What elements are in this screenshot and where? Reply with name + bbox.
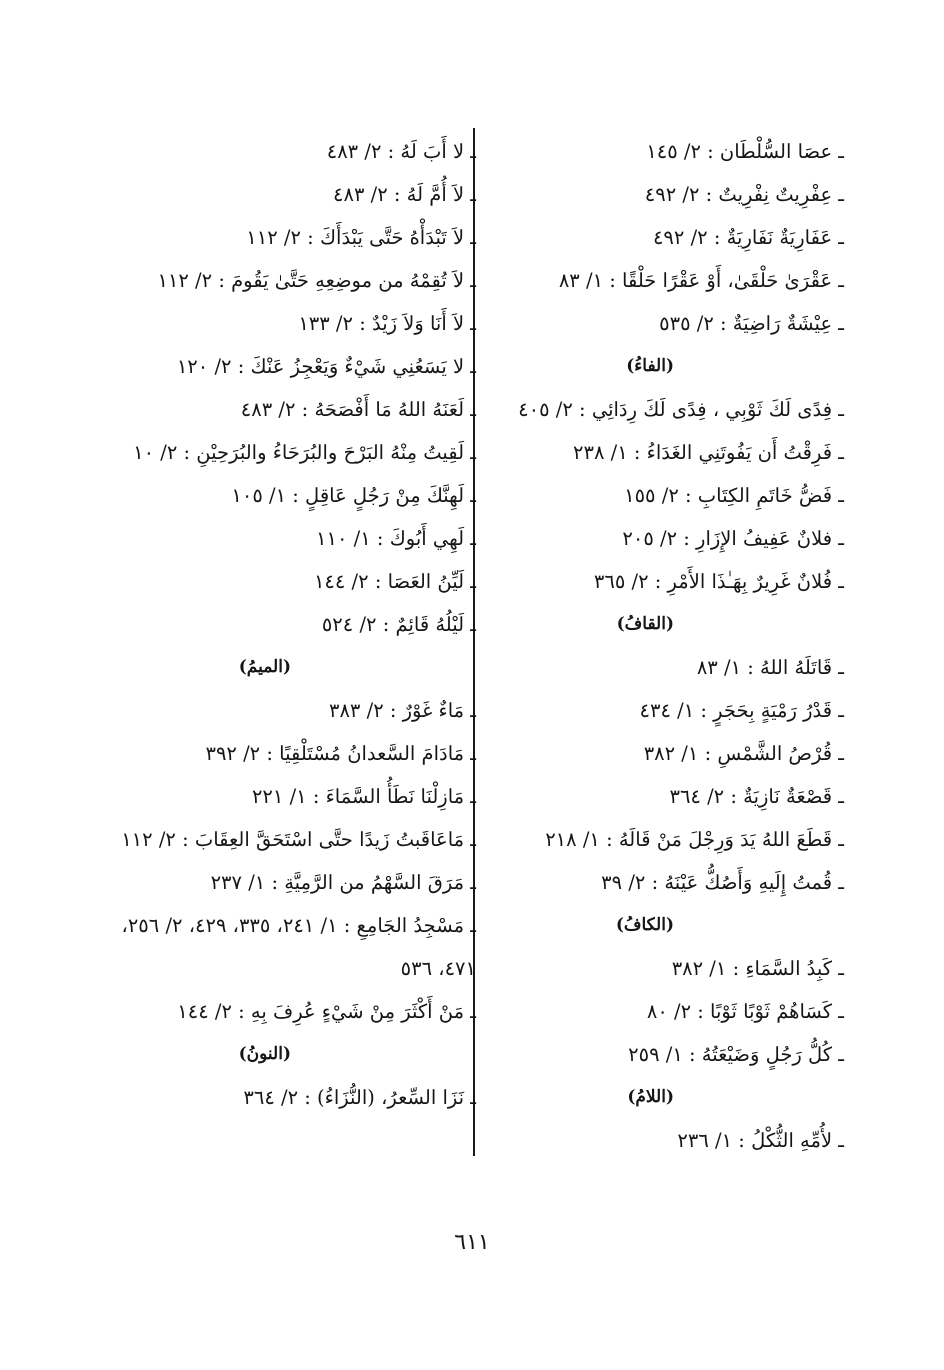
index-entry: ـ لَيِّنُ العَصَا : ٢/ ١٤٤ (313, 570, 476, 593)
index-entry: ـ لأُمِّهِ الثُّكْلُ : ١/ ٢٣٦ (677, 1129, 844, 1152)
index-entry: ـ نَزَا السِّعرُ، (النُّزَاءُ) : ٢/ ٣٦٤ (243, 1086, 476, 1109)
section-heading: (اللامُ) (627, 1087, 674, 1107)
index-entry: ـ فِدًى لَكَ ثَوْبِي ، فِدًى لَكَ رِدَائِي : ٢/ ٤٠٥ (518, 398, 844, 421)
index-entry: ـ مَنْ أَكْثَرَ مِنْ شَيْءٍ عُرِفَ بِهِ : ٢/ ١٤٤ (177, 1000, 476, 1023)
index-entry: ـ كَبِدُ السَّمَاءِ : ١/ ٣٨٢ (671, 957, 844, 980)
index-entry: ـ قَدْرُ رَمْيَةٍ بِحَجَرٍ : ١/ ٤٣٤ (639, 699, 844, 722)
index-entry: ـ قُمتُ إِلَيهِ وَأَصُكُّ عَيْنَهُ : ٢/ ٣٩ (601, 871, 844, 894)
section-heading: (الميمُ) (238, 657, 291, 677)
section-heading: (الفاءُ) (626, 356, 674, 376)
index-entry: ـ مَاءٌ غَوْرٌ : ٢/ ٣٨٣ (328, 699, 476, 722)
index-entry: ـ قَاتَلَهُ اللهُ : ١/ ٨٣ (696, 656, 844, 679)
index-column-right (488, 130, 844, 1162)
index-entry: ـ مَاعَاقَبتُ زَيدًا حتَّى اسْتَحَقَّ العِقَابَ : ٢/ ١١٢ (121, 828, 476, 851)
index-entry: ـ عَقْرَىٰ حَلْقَىٰ، أَوْ عَقْرًا حَلْقًا : ١/ ٨٣ (558, 269, 844, 292)
index-entry: ـ لاَ أَنَا وَلاَ زَيْدٌ : ٢/ ١٣٣ (298, 312, 476, 335)
index-entry: ـ فُلانٌ غَرِيرٌ بِهَـٰذَا الأَمْرِ : ٢/ ٣٦٥ (593, 570, 844, 593)
index-entry: ـ مَسْجِدُ الجَامِعِ : ١/ ٢٤١، ٣٣٥، ٤٢٩، ٢/ ٢٥٦، ٤٧١، ٥٣٦ (121, 914, 476, 980)
index-entry: ـ لاَ تَبْدَأْهُ حَتَّى يَبْدَأَكَ : ٢/ ١١٢ (246, 226, 476, 249)
index-entry: ـ لا أَبَ لَهُ : ٢/ ٤٨٣ (326, 140, 476, 163)
index-entry: ـ كُلُّ رَجُلٍ وَضَيْعَتُهُ : ١/ ٢٥٩ (628, 1043, 844, 1066)
index-column-left (110, 130, 476, 1119)
index-entry: ـ كَسَاهُمْ ثَوْبًا ثَوْبًا : ٢/ ٨٠ (646, 1000, 844, 1023)
index-entry: ـ قُرْصُ الشَّمْسِ : ١/ ٣٨٢ (643, 742, 844, 765)
index-entry: ـ فَضُّ خَاتَمِ الكِتَابِ : ٢/ ١٥٥ (624, 484, 844, 507)
index-entry: ـ لَقِيتُ مِنْهُ البَرْحَ والبُرَحَاءُ والبُرَحِيْنِ : ٢/ ١٠ (133, 441, 476, 464)
index-entry: ـ لَهِنَّكَ مِنْ رَجُلٍ عَاقِلٍ : ١/ ١٠٥ (231, 484, 476, 507)
index-entry: ـ عِيْشَةٌ رَاضِيَةٌ : ٢/ ٥٣٥ (659, 312, 844, 335)
section-heading: (الكافُ) (615, 915, 674, 935)
index-entry: ـ قَطَعَ اللهُ يَدَ وَرِجْلَ مَنْ قَالَهُ : ١/ ٢١٨ (545, 828, 844, 851)
index-entry: ـ لَهِي أَبُوكَ : ١/ ١١٠ (316, 527, 476, 550)
index-entry: ـ عصَا السُّلْطَان : ٢/ ١٤٥ (646, 140, 844, 163)
index-entry: ـ لاَ تُقِمْهُ من موضِعِهِ حَتَّىٰ يَقُومَ : ٢/ ١١٢ (157, 269, 476, 292)
index-entry: ـ قَصْعَةٌ نَازِيَةٌ : ٢/ ٣٦٤ (669, 785, 844, 808)
index-entry: ـ لَعَنَهُ اللهُ مَا أَفْصَحَهُ : ٢/ ٤٨٣ (240, 398, 476, 421)
index-entry: ـ مَرَقَ السَّهْمُ من الرَّمِيَّةِ : ١/ ٢٣٧ (210, 871, 476, 894)
index-entry: ـ عَفَارِيَةٌ نَفَارِيَةٌ : ٢/ ٤٩٢ (652, 226, 844, 249)
index-entry: ـ عِفْرِيتٌ نِفْرِيتٌ : ٢/ ٤٩٢ (644, 183, 844, 206)
index-entry: ـ لَيْلُهُ قَائِمٌ : ٢/ ٥٢٤ (321, 613, 476, 636)
section-heading: (القافُ) (616, 614, 674, 634)
page-number: ٦١١ (454, 1230, 490, 1255)
index-entry: ـ مَادَامَ السَّعدانُ مُسْتَلْقِيًا : ٢/ ٣٩٢ (205, 742, 476, 765)
index-entry: ـ لا يَسَعُنِي شَيْءٌ وَيَعْجِزُ عَنْكَ : ٢/ ١٢٠ (176, 355, 476, 378)
section-heading: (النونُ) (238, 1044, 291, 1064)
index-entry: ـ مَازِلْنَا نَطَأُ السَّمَاءَ : ١/ ٢٢١ (251, 785, 476, 808)
index-entry: ـ لاَ أُمَّ لَهُ : ٢/ ٤٨٣ (333, 183, 476, 206)
index-entry: ـ فلانٌ عَفِيفُ الإِزَارِ : ٢/ ٢٠٥ (622, 527, 844, 550)
index-entry: ـ فَرِقْتُ أَن يَفُوتَنِي الغَدَاءُ : ١/ ٢٣٨ (573, 441, 844, 464)
